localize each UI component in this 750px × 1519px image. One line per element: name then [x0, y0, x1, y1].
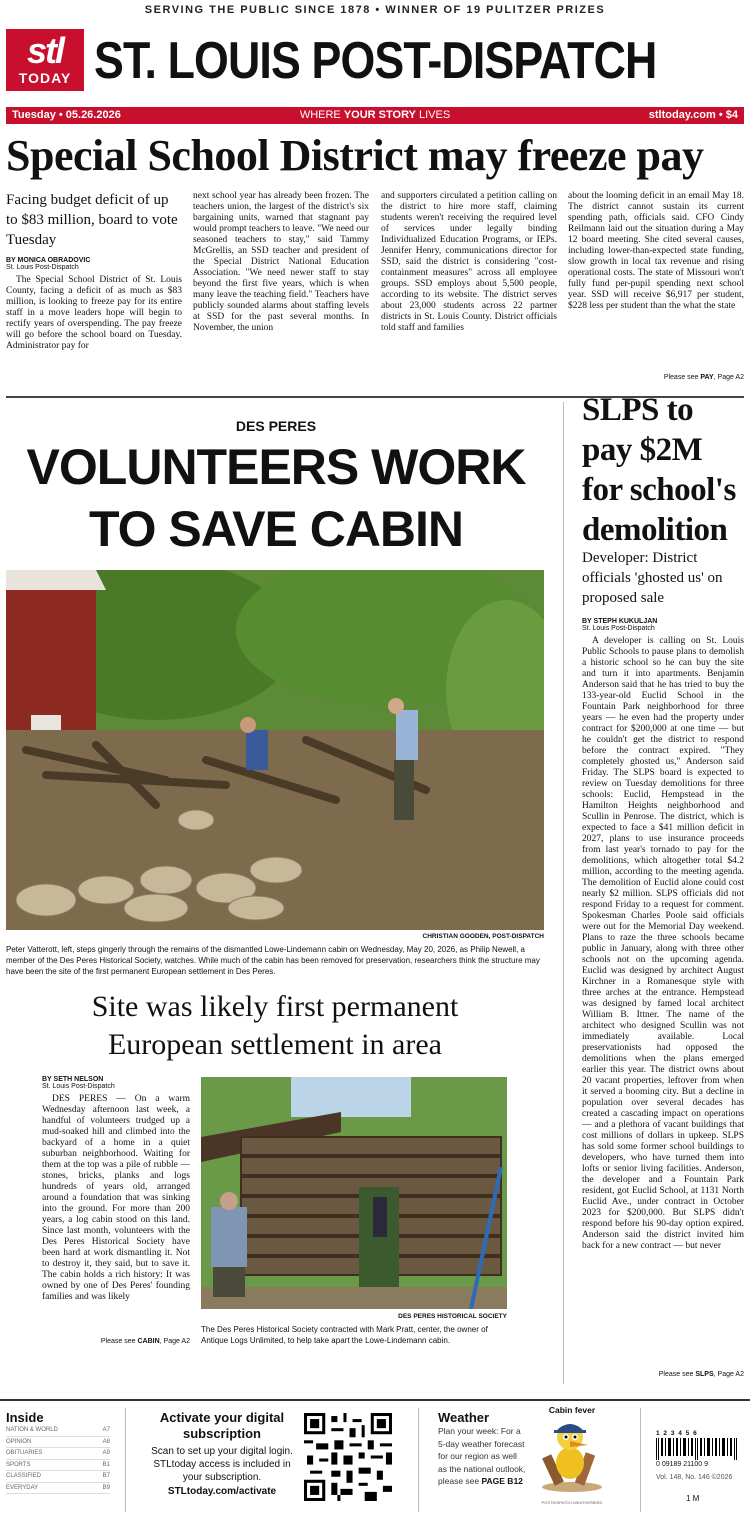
top-tagline: SERVING THE PUBLIC SINCE 1878 • WINNER OF 19 PULITZER PRIZES	[144, 4, 606, 16]
lead-deck: Facing budget deficit of up to $83 million, board to vote Tuesday	[6, 192, 178, 248]
inside-item[interactable]	[6, 1483, 110, 1495]
masthead: ST. LOUIS POST-DISPATCH	[94, 32, 657, 90]
cabin-byline-org: St. Louis Post-Dispatch	[42, 1083, 115, 1090]
activate-link[interactable]: STLtoday.com/activate	[167, 1486, 277, 1497]
photo-illustration	[6, 570, 544, 930]
cabin-rubble-photo[interactable]	[6, 570, 544, 930]
lead-text-2: next school year has already been frozen. The teachers union, the largest of the district's six bargaining units, warned that stagnant pay would prompt teachers to leave. "We need our seasoned teachers to stay," said Tammy McGrellis, an SSD teacher and president of the Special District National Education Association. "We need newer staff to stay beyond the first five years, which is when many leave the teaching field." Teachers have publicly sounded alarms about staffing levels at SSD for the past several months. In November, the union	[193, 191, 369, 333]
inside-item[interactable]	[6, 1471, 110, 1483]
date-bar	[6, 107, 744, 124]
weather-title: Weather	[438, 1410, 490, 1425]
slps-body-col	[582, 618, 744, 1362]
footer-rule-2	[418, 1408, 419, 1512]
lead-col-1	[6, 257, 182, 387]
cabin-fever-title: Cabin fever	[548, 1405, 596, 1415]
inside-list	[6, 1425, 110, 1494]
inside-item-page: A9	[102, 1450, 110, 1456]
inside-item-label: OPINION	[6, 1438, 32, 1445]
cabin-subhead[interactable]: Site was likely first permanent European settlement in area	[91, 990, 459, 1061]
site-and-price[interactable]: stltoday.com • $4	[648, 109, 738, 121]
inside-item-label: OBITUARIES	[6, 1450, 43, 1456]
edition-marker: 1 M	[686, 1494, 700, 1503]
lead-col-2	[193, 191, 369, 387]
cabin-body-col	[42, 1076, 190, 1338]
inside-item-label: SPORTS	[6, 1461, 31, 1468]
slps-deck: Developer: District officials 'ghosted us' on proposed sale	[582, 550, 723, 606]
logo-text: stl	[26, 30, 63, 71]
barcode-number: 0 09189 21100 9	[656, 1461, 709, 1468]
cabin-photo-caption: Peter Vatterott, left, steps gingerly through the remains of the dismantled Lowe-Lindemann cabin on Wednesday, May 20, 2026, as Philip Newell, a member of the Des Peres Historical Society, watches. While much of the cabin has been removed for preservation, researchers think the structure may have been the site of the first permanent European settlement in Des Peres.	[6, 945, 540, 976]
slps-byline: BY STEPH KUKULJAN	[582, 618, 658, 625]
inside-item-label: CLASSIFIED	[6, 1473, 42, 1479]
stltoday-logo[interactable]	[6, 29, 84, 91]
inside-item-page: A7	[102, 1427, 110, 1433]
lead-text-3: and supporters circulated a petition calling on the district to hire more staff, claiming students weren't receiving the required level of services under legally binding Individualized Education Programs, or IEPs. Jennifer Henry, communications director for SSD, said the district is considering "cost-containment measures" across all employee groups. SSD employs about 5,500 people, according to its website. The district serves about 23,000 students across 22 partner districts in St. Louis County. District officials told staff and families	[381, 191, 557, 333]
lead-text-4: about the looming deficit in an email May 18. The district cannot sustain its current spending path, officials said. CFO Cindy Reilmann laid out the situation during a May 12 board meeting. She cited several causes, including lower-than-expected state funding, slow growth in local tax revenue and rising operational costs. The state of Missouri won't fully fund per-pupil spending next school year. SSD will receive $6,917 per student, $228 less per student than the what the state	[568, 191, 744, 311]
photo2-credit: DES PERES HISTORICAL SOCIETY	[398, 1313, 507, 1320]
cabin-headline[interactable]: VOLUNTEERS WORK TO SAVE CABIN	[26, 439, 526, 557]
cabin-photo-credit: CHRISTIAN GOODEN, POST-DISPATCH	[422, 933, 544, 940]
cabin-text: DES PERES — On a warm Wednesday afternoon last week, a handful of volunteers trudged up a mud-soaked hill and climbed into the backyard of a home in a quiet suburban neighborhood. Waiting for them at the top was a pile of rubble — stones, bricks, planks and logs hundreds of years old, arranged around a foundation that was sinking into the ground. For more than 200 years, a log cabin stood on this land. Since last month, volunteers with the Des Peres Historical Society have been hard at work dismantling it. Not to destroy it, they said, but to save it. The cabin holds a rich history: It was owned by one of Des Peres' founding families and was likely	[42, 1094, 190, 1302]
slps-text: A developer is calling on St. Louis Public Schools to pause plans to demolish a historic school so he can buy the site and turn it into apartments. Benjamin Anderson said that he has tried to buy the 133-year-old Euclid School in the Fountain Park neighborhood for three years — he even had the property under contract for $200,000 at one time — but he couldn't get the district to respond before the contract expired. "They completely ghosted us," Anderson said Friday. The SLPS board is expected to review on Tuesday demolitions for three schools: Euclid, Hempstead in the Hamilton Heights neighborhood and Scullin in Penrose. The district, which is expected to face a $41 million deficit in 2027, plans to use insurance proceeds from last year's tornado to pay for the demolitions, which altogether total $4.2 million, according to the meeting agenda. The demolition of Euclid alone could cost nearly $2 million. SLPS officials did not respond Friday to a request for comment. Spokesman Charles Poole said officials were out for the Memorial Day weekend. Plans to raze the three schools became public in January, along with three other schools not on the upcoming agenda. Euclid was designed by architect August Kirchner in a Romanesque style with three arches at the entrance. Hempstead was designed by famed local architect William B. Ittner. The name of the architect who designed Scullin was not immediately available. Local preservationists had opposed the demolitions when the plans emerged earlier this year. The district owns about 20 vacant properties, leftover from when it served a booming city. But a decline in population over several decades has created a cascading impact on operations — and a plethora of vacant buildings that cost millions of dollars in upkeep. SLPS has sold some former school buildings to developers, who have turned them into lofts or senior living facilities. Anderson, the developer and a Fountain Park resident, got Euclid School, at 1131 North Euclid Ave., under contract in October 2023 for $200,000. But SLPS didn't respond before his 90-day option expired. Anderson said the district invited him back for a new contract — but never	[582, 636, 744, 1251]
slps-headline[interactable]: SLPS to pay $2M for school's demolition	[582, 392, 736, 548]
lead-jump[interactable]: Please see PAY, Page A2	[663, 374, 744, 381]
inside-item-page: A8	[102, 1438, 110, 1445]
inside-item-page: B1	[102, 1461, 110, 1468]
inside-index	[6, 1410, 110, 1494]
inside-item[interactable]	[6, 1425, 110, 1437]
activate-text: Scan to set up your digital login. STLtoday access is included in your subscription.	[151, 1446, 293, 1483]
lead-col-3	[381, 191, 557, 387]
inside-title: Inside	[6, 1410, 44, 1425]
cabin-jump[interactable]: Please see CABIN, Page A2	[100, 1338, 190, 1345]
photo2-illustration	[201, 1077, 507, 1309]
inside-item[interactable]	[6, 1437, 110, 1449]
photo2-caption: The Des Peres Historical Society contracted with Mark Pratt, center, the owner of Antique Logs Unlimited, to help take apart the Lowe-Lindemann cabin.	[201, 1325, 488, 1345]
inside-item[interactable]	[6, 1448, 110, 1460]
qr-code-icon[interactable]	[304, 1413, 392, 1501]
volume-info: Vol. 148, No. 146 ©2026	[656, 1474, 733, 1481]
footer-rule-3	[640, 1408, 641, 1512]
column-rule	[563, 402, 564, 1384]
weather-page-link[interactable]: PAGE B12	[481, 1476, 523, 1486]
weatherbird-icon	[534, 1415, 610, 1495]
inside-item-page: B7	[102, 1473, 110, 1479]
slps-byline-org: St. Louis Post-Dispatch	[582, 625, 655, 632]
cabin-kicker: DES PERES	[235, 418, 317, 434]
weather-text: Plan your week: For a 5-day weather forecast for our region as well as the national outlook, please see PAGE B12	[438, 1426, 526, 1486]
lead-text-1: The Special School District of St. Louis County, facing a deficit of as much as $83 million, is looking to freeze pay for its entire staff in a move leaders hope will begin to rectify years of overspending. The pay freeze will go before the school board on Tuesday. Administrator pay for	[6, 275, 182, 351]
cabin-byline: BY SETH NELSON	[42, 1076, 104, 1083]
inside-item-page: B9	[102, 1484, 110, 1491]
logo-subtext: TODAY	[18, 70, 72, 86]
footer-rule-1	[125, 1408, 126, 1512]
issue-date: Tuesday • 05.26.2026	[12, 109, 121, 121]
cartoon-credit: POSTDISPATCH.WEATHERBIRD	[541, 1500, 603, 1505]
log-cabin-photo[interactable]	[201, 1077, 507, 1309]
lead-col-4	[568, 191, 744, 367]
inside-item[interactable]	[6, 1460, 110, 1472]
activate-promo	[146, 1410, 298, 1497]
slps-jump[interactable]: Please see SLPS, Page A2	[658, 1371, 744, 1378]
weather-promo	[438, 1410, 528, 1488]
weatherbird-cartoon[interactable]	[534, 1405, 610, 1505]
slogan: WHERE YOUR STORY LIVES	[299, 109, 451, 121]
barcode-top-numbers: 1 2 3 4 5 6	[656, 1430, 698, 1437]
inside-item-label: EVERYDAY	[6, 1484, 39, 1491]
inside-item-label: NATION & WORLD	[6, 1427, 58, 1433]
lead-byline-org: St. Louis Post-Dispatch	[6, 264, 79, 271]
lead-byline: BY MONICA OBRADOVIC	[6, 257, 91, 264]
lead-headline[interactable]: Special School District may freeze pay	[6, 131, 704, 180]
barcode-icon	[656, 1430, 742, 1464]
activate-title: Activate your digital subscription	[159, 1410, 285, 1441]
